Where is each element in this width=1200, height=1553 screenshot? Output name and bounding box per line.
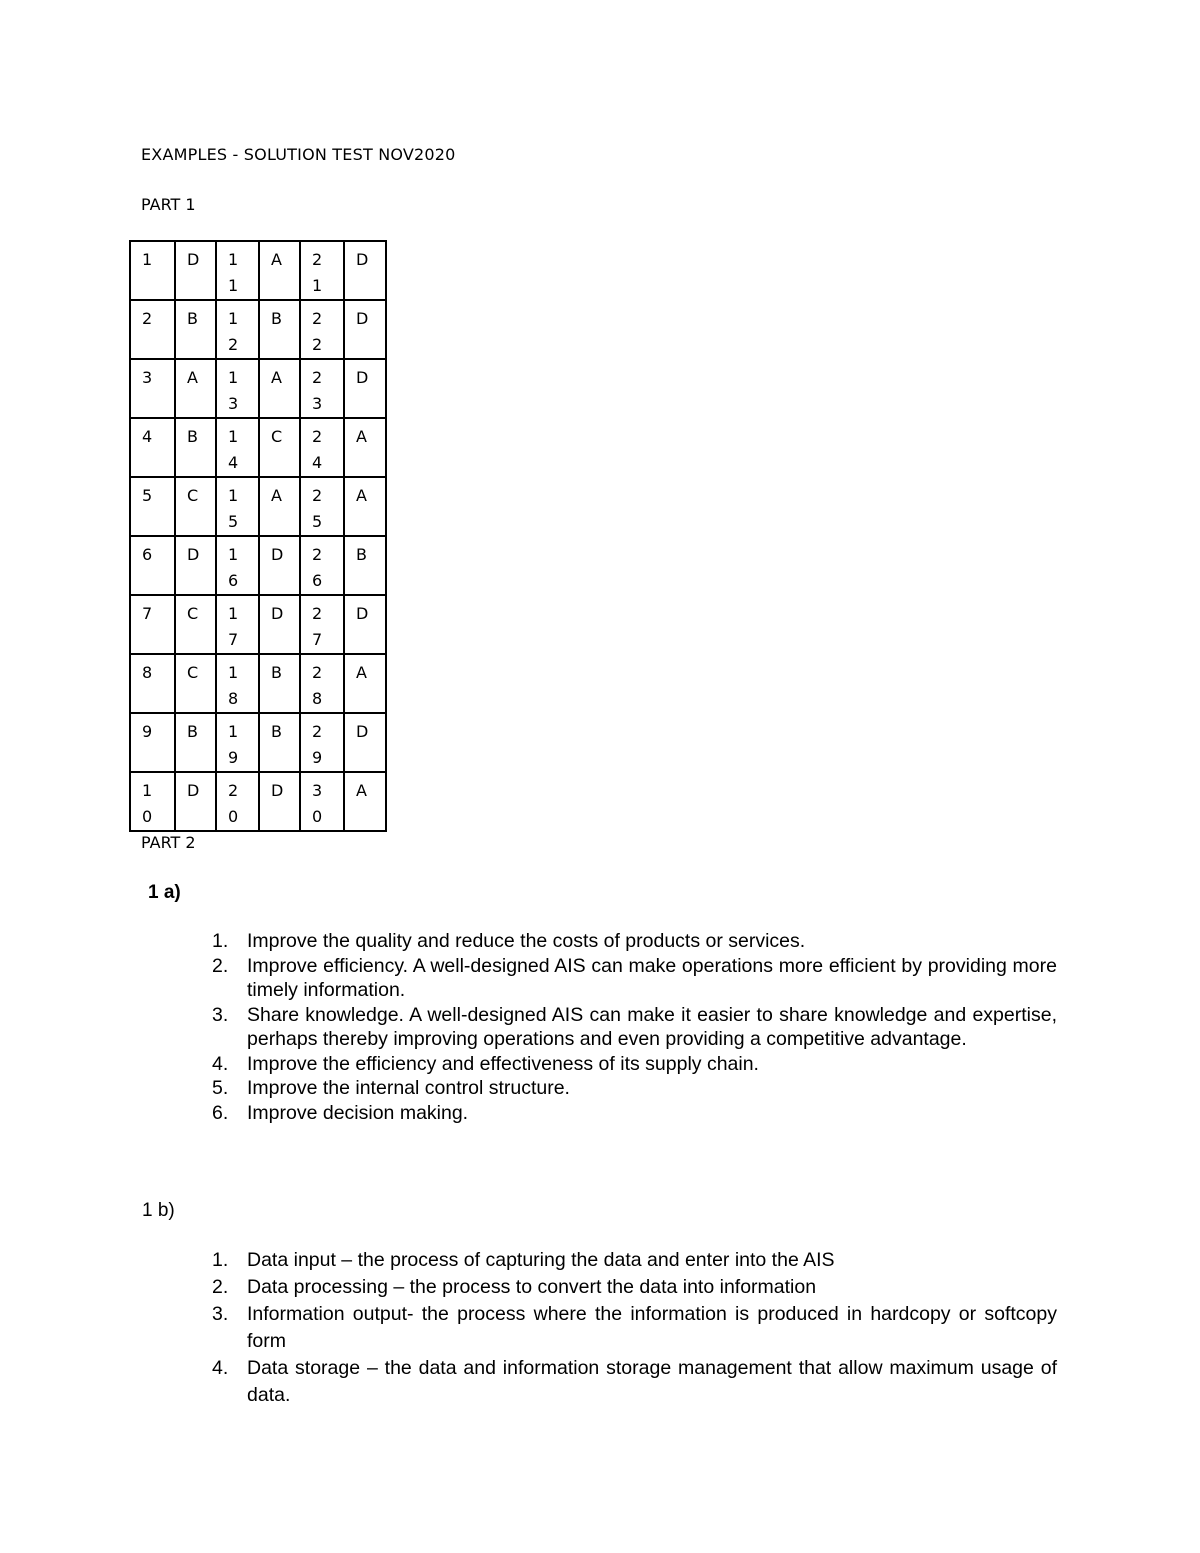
list-item (212, 1076, 1057, 1101)
question-number-cell (130, 772, 175, 831)
list-item-text: Improve the efficiency and effectiveness of its supply chain. (247, 1052, 759, 1075)
question-number: 9 (142, 722, 153, 741)
answer-letter: C (187, 663, 199, 682)
question-number: 13 (228, 368, 239, 413)
question-number: 15 (228, 486, 239, 531)
question-number-cell (300, 477, 344, 536)
list-item-number: 4. (212, 1052, 229, 1075)
question-number-cell (300, 595, 344, 654)
question-number-cell (216, 477, 259, 536)
question-number-cell (216, 241, 259, 300)
table-row (130, 772, 386, 831)
question-number: 1 (142, 250, 153, 269)
list-item-number: 1. (212, 1249, 229, 1271)
answer-letter: B (356, 545, 367, 564)
answer-cell (344, 772, 386, 831)
question-number-cell (300, 536, 344, 595)
answer-cell (344, 418, 386, 477)
list-item-number: 2. (212, 1276, 229, 1298)
list-item-number: 4. (212, 1357, 229, 1379)
list-item-text: Improve decision making. (247, 1101, 469, 1124)
answer-cell (259, 536, 300, 595)
question-number-cell (130, 713, 175, 772)
question-number-cell (300, 300, 344, 359)
answer-cell (344, 300, 386, 359)
question-number-cell (216, 300, 259, 359)
answer-cell (344, 536, 386, 595)
answer-cell (175, 713, 216, 772)
list-item-text: Improve the internal control structure. (247, 1077, 570, 1099)
question-number-cell (130, 595, 175, 654)
answer-letter: D (187, 545, 200, 564)
question-number-cell (216, 713, 259, 772)
question-number: 23 (312, 368, 323, 413)
answer-letter: B (271, 722, 282, 741)
question-number: 21 (312, 250, 323, 295)
question-number: 2 (142, 309, 153, 328)
answer-letter: A (271, 368, 282, 387)
question-number-cell (300, 418, 344, 477)
answer-cell (175, 418, 216, 477)
answer-cell (259, 241, 300, 300)
answer-letter: A (356, 427, 367, 446)
question-number-cell (216, 536, 259, 595)
answer-cell (175, 359, 216, 418)
question-number: 16 (228, 545, 239, 590)
question-number-cell (216, 654, 259, 713)
answer-letter: B (187, 309, 198, 328)
list-item-text: Information output- the process where the information is produced in hardcopy or softcopy form (247, 1303, 1057, 1352)
list-item-number: 1. (212, 930, 229, 952)
question-number: 22 (312, 309, 323, 354)
list-item-number: 5. (212, 1077, 229, 1099)
answer-cell (175, 772, 216, 831)
answer-letter: A (356, 781, 367, 800)
table-row (130, 359, 386, 418)
answer-letter: D (356, 368, 369, 387)
question-number-cell (300, 772, 344, 831)
list-item (212, 1003, 1057, 1052)
question-1b-list (212, 1247, 1057, 1409)
answer-cell (175, 241, 216, 300)
list-item-text: Data storage – the data and information storage management that allow maximum usage of data. (247, 1357, 1057, 1406)
answer-letter: A (271, 486, 282, 505)
question-number: 11 (228, 250, 239, 295)
answer-cell (175, 300, 216, 359)
list-item (212, 1301, 1057, 1355)
answer-letter: C (187, 604, 199, 623)
question-number: 19 (228, 722, 239, 767)
answer-cell (344, 477, 386, 536)
table-row (130, 300, 386, 359)
question-number: 8 (142, 663, 153, 682)
question-number: 26 (312, 545, 323, 590)
answer-letter: D (187, 781, 200, 800)
question-number-cell (130, 241, 175, 300)
question-number: 14 (228, 427, 239, 472)
question-number: 29 (312, 722, 323, 767)
answer-letter: C (271, 427, 283, 446)
answer-letter: D (271, 604, 284, 623)
answer-cell (259, 772, 300, 831)
question-number-cell (130, 300, 175, 359)
table-row (130, 654, 386, 713)
answer-letter: A (356, 663, 367, 682)
table-row (130, 418, 386, 477)
question-number: 5 (142, 486, 153, 505)
list-item (212, 1355, 1057, 1409)
list-item (212, 1101, 1057, 1126)
list-item-number: 3. (212, 1003, 229, 1026)
answer-cell (259, 595, 300, 654)
question-number-cell (130, 359, 175, 418)
answer-cell (175, 654, 216, 713)
answer-cell (259, 300, 300, 359)
table-row (130, 536, 386, 595)
question-number: 28 (312, 663, 323, 708)
answer-letter: B (187, 427, 198, 446)
answer-cell (175, 477, 216, 536)
answer-table (129, 240, 387, 832)
answer-letter: C (187, 486, 199, 505)
question-number: 4 (142, 427, 153, 446)
question-number-cell (216, 595, 259, 654)
answer-letter: D (356, 250, 369, 269)
answer-letter: B (271, 309, 282, 328)
list-item-text: Data processing – the process to convert the data into information (247, 1276, 817, 1298)
question-1a-list (212, 929, 1057, 1125)
answer-cell (175, 536, 216, 595)
question-number-cell (216, 359, 259, 418)
question-number: 12 (228, 309, 239, 354)
answer-cell (344, 359, 386, 418)
answer-letter: B (187, 722, 198, 741)
question-1b-label: 1 b) (142, 1200, 175, 1221)
question-number-cell (300, 654, 344, 713)
question-number: 3 (142, 368, 153, 387)
question-number-cell (130, 654, 175, 713)
table-row (130, 595, 386, 654)
table-row (130, 241, 386, 300)
answer-letter: D (187, 250, 200, 269)
document-title: EXAMPLES - SOLUTION TEST NOV2020 (141, 145, 456, 164)
question-number: 7 (142, 604, 153, 623)
part2-heading: PART 2 (141, 833, 196, 852)
list-item (212, 1274, 1057, 1301)
question-number: 20 (228, 781, 239, 826)
question-number: 24 (312, 427, 323, 472)
answer-cell (259, 359, 300, 418)
answer-letter: D (356, 604, 369, 623)
answer-cell (344, 595, 386, 654)
list-item-number: 2. (212, 954, 229, 977)
list-item (212, 954, 1057, 1003)
question-number-cell (216, 772, 259, 831)
answer-letter: A (271, 250, 282, 269)
question-number-cell (300, 241, 344, 300)
answer-cell (259, 713, 300, 772)
table-row (130, 477, 386, 536)
question-number-cell (300, 359, 344, 418)
list-item (212, 1247, 1057, 1274)
question-number: 25 (312, 486, 323, 531)
question-number: 30 (312, 781, 323, 826)
answer-letter: A (356, 486, 367, 505)
table-row (130, 713, 386, 772)
question-number: 18 (228, 663, 239, 708)
answer-cell (344, 654, 386, 713)
list-item (212, 929, 1057, 954)
list-item-number: 6. (212, 1101, 229, 1124)
list-item-text: Data input – the process of capturing the data and enter into the AIS (247, 1249, 835, 1271)
answer-cell (344, 713, 386, 772)
question-number-cell (130, 477, 175, 536)
question-number-cell (300, 713, 344, 772)
answer-cell (175, 595, 216, 654)
answer-letter: B (271, 663, 282, 682)
answer-cell (344, 241, 386, 300)
question-number: 10 (142, 781, 153, 826)
question-number-cell (130, 536, 175, 595)
list-item-number: 3. (212, 1303, 229, 1325)
list-item (212, 1052, 1057, 1077)
question-number-cell (130, 418, 175, 477)
answer-cell (259, 477, 300, 536)
answer-cell (259, 418, 300, 477)
question-number: 27 (312, 604, 323, 649)
question-1a-label: 1 a) (148, 882, 181, 903)
answer-letter: D (271, 781, 284, 800)
part1-heading: PART 1 (141, 195, 196, 214)
question-number-cell (216, 418, 259, 477)
list-item-text: Share knowledge. A well-designed AIS can make it easier to share knowledge and expertise, perhaps thereby improving operations and even providing a competitive advantage. (247, 1003, 1057, 1050)
question-number: 17 (228, 604, 239, 649)
question-number: 6 (142, 545, 153, 564)
list-item-text: Improve efficiency. A well-designed AIS can make operations more efficient by providing more timely information. (247, 954, 1057, 1001)
list-item-text: Improve the quality and reduce the costs of products or services. (247, 930, 806, 952)
answer-cell (259, 654, 300, 713)
answer-letter: D (356, 722, 369, 741)
answer-letter: D (271, 545, 284, 564)
answer-letter: D (356, 309, 369, 328)
answer-letter: A (187, 368, 198, 387)
